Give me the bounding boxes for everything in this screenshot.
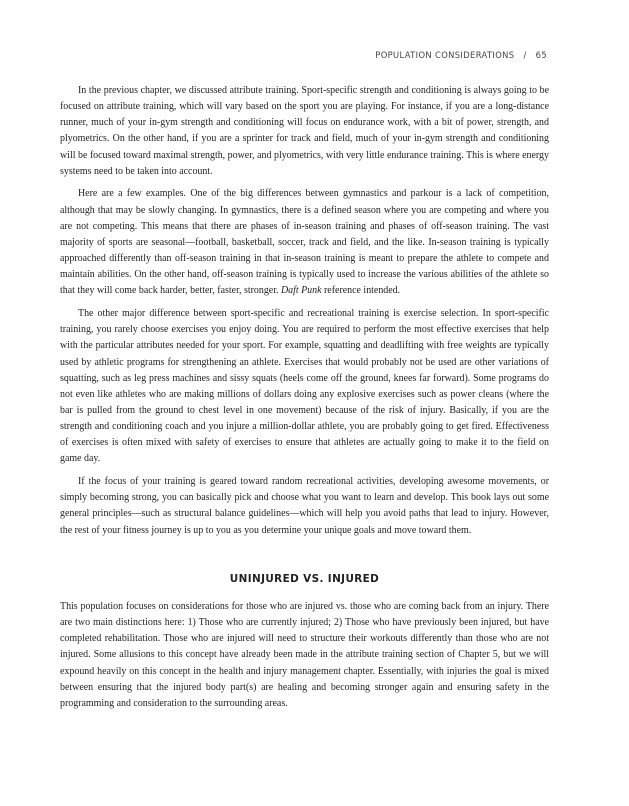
running-header (375, 50, 547, 60)
page-number: 65 (535, 50, 547, 60)
paragraph-recreational-focus: If the focus of your training is geared toward random recreational activities, developing awesome movements, or simply becoming strong, you can basically pick and choose what you want to learn and develop. This book lays out some general principles—such as structural balance guidelines—which will help you avoid paths that lead to injury. However, the rest of your fitness journey is up to you as you determine your unique goals and move toward them. (60, 476, 549, 536)
paragraph-seasonal-training (60, 186, 549, 299)
paragraph-injured-population: This population focuses on considerations for those who are injured vs. those who are coming back from an injury. There are two main distinctions here: 1) Those who are currently injured; 2) Those who have previously been injured, but have completed rehabilitation. Those who are injured will need to structure their workouts differently than those who are not injured. Some allusions to this concept have already been made in the attribute training section of Chapter 5, but we will expound heavily on this concept in the health and injury management chapter. Essentially, with injuries the goal is mixed between ensuring that the injured body part(s) are healing and becoming stronger again and ensuring safety in the programming and consideration to the surrounding areas. (60, 600, 549, 709)
body-text (60, 83, 549, 718)
daft-punk-reference: Daft Punk (280, 285, 322, 297)
paragraph-attribute-training: In the previous chapter, we discussed attribute training. Sport-specific strength and conditioning is always going to be focused on attribute training, which will vary based on the sport you are playing. For instance, if you are a long-distance runner, much of your in-gym strength and conditioning will focus on endurance work, with a bit of power, strength, and plyometrics. On the other hand, if you are a sprinter for track and field, much of your in-gym strength and conditioning will be focused toward maximal strength, power, and plyometrics, with very little endurance training. This is where energy systems need to be taken into account. (60, 85, 549, 177)
paragraph-exercise-selection: The other major difference between sport-specific and recreational training is exercise selection. In sport-specific training, you rarely choose exercises you enjoy doing. You are required to perform the most effective exercises that help with the particular attributes needed for your sport. For example, squatting and deadlifting with free weights are typically used by athletic programs for strengthening an athlete. Exercises that would probably not be used are other variations of squatting, such as leg press machines and sissy squats (heels come off the ground, knees far forward). Some programs do not even like athletes who are making millions of dollars doing any explosive exercises such as power cleans (where the bar is pulled from the ground to chest level in one movement) because of the risk of injury. Basically, if you are the strength and conditioning coach and you injure a million-dollar athlete, you are probably going to get fired. Effectiveness of exercises is often mixed with safety of exercises to ensure that athletes are actually going to make it to the field on game day. (60, 308, 549, 465)
running-header-section: POPULATION CONSIDERATIONS (375, 50, 515, 60)
paragraph-seasonal-training-tail: reference intended. (321, 285, 401, 297)
running-header-separator: / (523, 50, 527, 60)
paragraph-seasonal-training-text: Here are a few examples. One of the big differences between gymnastics and parkour is a lack of competition, although that may be slowly changing. In gymnastics, there is a defined season where you are competing and where you are not competing. This means that there are phases of in-season training and phases of off-season training. The vast majority of sports are seasonal—football, basketball, soccer, track and field, and the like. In-season training is typically approached differently than off-season training in that in-season training is meant to prepare the athlete to compete and maintain abilities. On the other hand, off-season training is typically used to increase the various abilities of the athlete so that they will come back harder, better, faster, stronger. (60, 188, 549, 297)
section-heading: UNINJURED VS. INJURED (229, 572, 380, 585)
